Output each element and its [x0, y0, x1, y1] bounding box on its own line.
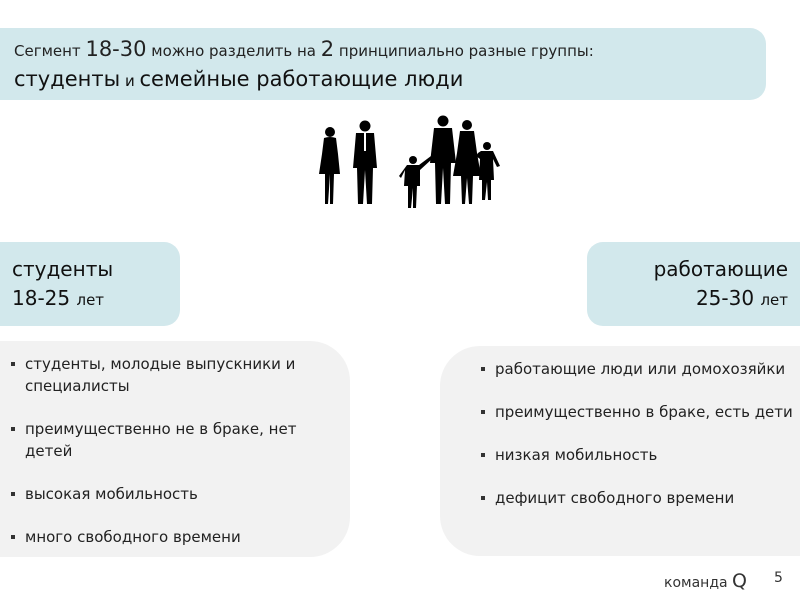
students-age-unit: лет [76, 291, 105, 309]
header-line-2 [14, 67, 463, 91]
header-conjunction: и [120, 72, 140, 90]
students-trait-item: студенты, молодые выпускники и специалисты [10, 353, 340, 397]
people-silhouettes-icon [310, 108, 510, 214]
workers-trait-item: низкая мобильность [480, 444, 795, 466]
man-silhouette-icon [353, 121, 377, 205]
page-number: 5 [774, 570, 783, 586]
workers-age [696, 286, 788, 310]
workers-trait-item: преимущественно в браке, есть дети [480, 401, 795, 423]
workers-trait-item: дефицит свободного времени [480, 487, 795, 509]
header-suffix: принципиально разные группы: [334, 42, 594, 60]
students-traits-card [0, 341, 350, 557]
students-trait-item: высокая мобильность [10, 483, 340, 505]
family-silhouette-icon [399, 116, 500, 209]
students-age [12, 286, 104, 310]
header-line-1 [14, 37, 594, 61]
students-label-box [0, 242, 180, 326]
header-banner [0, 28, 766, 100]
footer-team-letter: Q [732, 570, 747, 592]
header-workers: семейные работающие люди [139, 67, 464, 91]
students-traits-list [10, 353, 340, 569]
header-middle: можно разделить на [146, 42, 321, 60]
header-age-range: 18-30 [85, 37, 147, 61]
footer-team [664, 570, 747, 592]
header-group-count: 2 [320, 37, 335, 61]
workers-trait-item: работающие люди или домохозяйки [480, 358, 795, 380]
students-trait-item: много свободного времени [10, 526, 340, 548]
workers-age-range: 25-30 [695, 286, 755, 310]
footer-team-label: команда [664, 575, 728, 591]
workers-label-box [587, 242, 800, 326]
header-students: студенты [14, 67, 121, 91]
workers-traits-list [480, 358, 795, 530]
header-prefix: Сегмент [14, 42, 86, 60]
students-age-range: 18-25 [12, 286, 71, 310]
workers-traits-card [440, 346, 800, 556]
woman-silhouette-icon [319, 127, 340, 204]
students-trait-item: преимущественно не в браке, нет детей [10, 418, 340, 462]
workers-title: работающие [653, 257, 788, 281]
workers-age-unit: лет [760, 291, 788, 309]
students-title: студенты [12, 257, 114, 281]
